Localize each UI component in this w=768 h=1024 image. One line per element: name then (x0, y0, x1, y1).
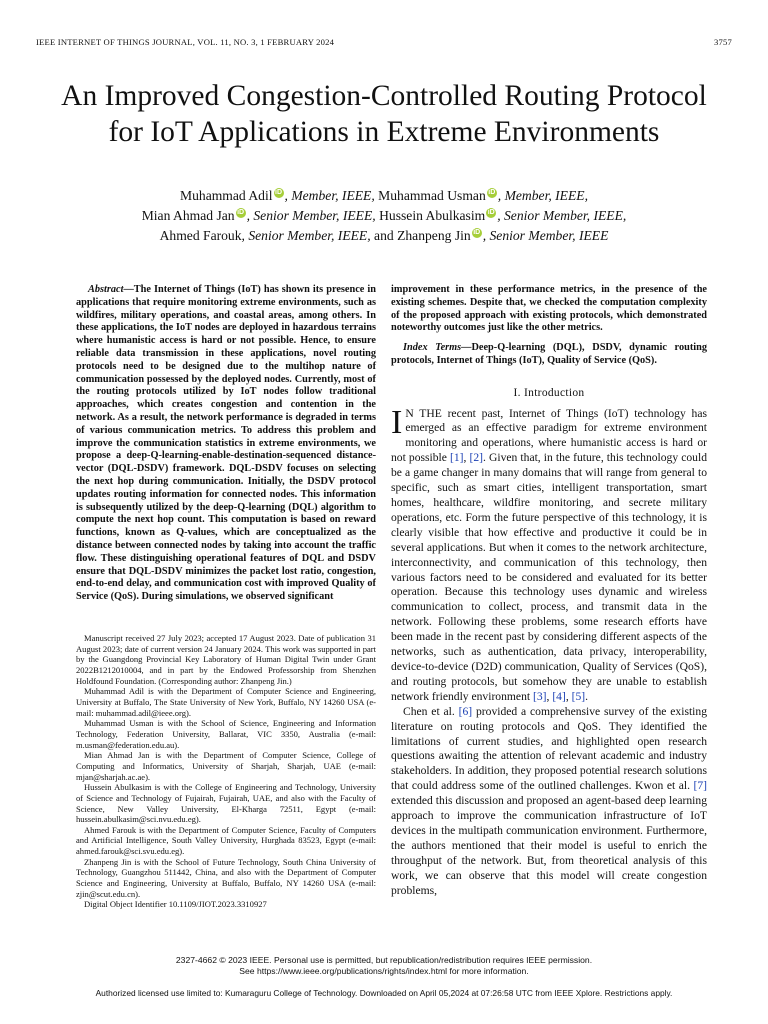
abstract-text: —The Internet of Things (IoT) has shown its presence in applications that require monitoring extreme environments, such as wildfires, military operations, and coastal areas, among others. In these applications, the IoT nodes are deployed in hazardous terrains where humanistic access is hard or not possible. Hence, to ensure reliable data transmission in these applications, novel routing protocols need to be designed due to the multihop nature of communication possessed by the deployed nodes. Currently, most of the routing protocols utilized by IoT nodes follow traditional approaches, which creates congestion and contention in the network. As a result, the network performance is degraded in terms of various communication metrics. To address this problem and improve the communication statistics in extreme environments, we propose a deep-Q-learning-enable-destination-sequenced distance-vector (DQL-DSDV) framework. DQL-DSDV focuses on selecting the next hop during communication. Initially, the DSDV protocol updates routing information for connected nodes. This information is subsequently utilized by the deep-Q-learning (DQL) algorithm to compute the next hop count. This computation is based on reward functions, known as Q-values, which are conceptualized as the distance between connected nodes by taking into account the traffic flow. These distinguishing operational features of DQL and DSDV ensure that DQL-DSDV minimizes the packet lost ratio, congestion, end-to-end delay, and communication cost with improved Quality of Service (QoS). During simulations, we observed significant (76, 284, 376, 603)
citation-link[interactable]: [6] (458, 704, 473, 718)
manuscript-note: Manuscript received 27 July 2023; accepted 17 August 2023. Date of publication 31 August 2023; date of current version 24 January 2024. This work was supported in part by the Guangdong Provincial Key Laboratory of Human Digital Twin under Grant 2022B1212010004, and in part by the Endowed Professorship from Shenzhen Holdfound Foundation. (Corresponding author: Zhanpeng Jin.) (76, 633, 376, 686)
author-name: Ahmed Farouk (159, 228, 242, 243)
page-number: 3757 (714, 37, 732, 47)
journal-name: IEEE INTERNET OF THINGS JOURNAL, VOL. 11, NO. 3, 1 FEBRUARY 2024 (36, 37, 335, 47)
author-role: , Member, IEEE, (284, 188, 375, 203)
author-list (36, 186, 732, 246)
doi-note: Digital Object Identifier 10.1109/JIOT.2023.3310927 (84, 899, 267, 910)
copyright-footer (36, 955, 732, 977)
abstract (76, 284, 376, 604)
author-name: and Zhanpeng Jin (370, 228, 471, 243)
citation-link[interactable]: [7] (693, 779, 707, 793)
affiliation-note: Muhammad Adil is with the Department of Computer Science and Engineering, University at Buffalo, The State University of New York, Buffalo, NY 14260 USA (e-mail: muhammad.adil@ieee.org). (76, 686, 376, 718)
author-line-1 (36, 186, 732, 206)
intro-text: Chen et al. (403, 704, 459, 718)
section-heading: I. Introduction (513, 386, 585, 399)
citation-link[interactable]: [4] (552, 689, 566, 703)
author-role: , Senior Member, IEEE, (246, 208, 376, 223)
footnotes (76, 633, 376, 910)
abstract-continued: improvement in these performance metrics, in the presence of the existing schemes. Despite that, we checked the computation complexity of the proposed approach with existing protocols, which demonstrated noteworthy outcomes just like the other metrics. (391, 284, 707, 334)
author-line-3 (36, 226, 732, 246)
author-role: , Member, IEEE, (497, 188, 588, 203)
author-role: , Senior Member, IEEE, (497, 208, 627, 223)
affiliation-note: Zhanpeng Jin is with the School of Future Technology, South China University of Technology, Guangzhou 511442, China, and also with the Department of Computer Science and Engineering, University at Buffalo, Buffalo, NY 14260 USA (e-mail: zjin@scut.edu.cn). (76, 856, 376, 899)
orcid-icon[interactable]: iD (487, 209, 495, 216)
author-name: Mian Ahmad Jan (141, 208, 235, 223)
author-name: Muhammad Adil (180, 188, 273, 203)
citation-link[interactable]: [1] (449, 451, 464, 465)
intro-text: extended this discussion and proposed an agent-based deep learning approach to improve the communication infrastructure of IoT devices in the multipath communication environment. Furthermore, the authors mentioned that their model is useful to enrich the throughput of the network. But, from theoretical analysis of this work, we can observe that this model will create congestion problems, (391, 794, 707, 897)
intro-text: , (463, 451, 470, 465)
orcid-icon[interactable]: iD (488, 189, 496, 196)
drop-cap: I (391, 403, 403, 441)
running-header (36, 37, 732, 49)
right-column (391, 284, 707, 898)
orcid-icon[interactable]: iD (237, 209, 245, 216)
author-name: Hussein Abulkasim (375, 208, 486, 223)
abstract-label: Abstract (88, 284, 124, 295)
rights-link[interactable]: See https://www.ieee.org/publications/rights/index.html for more information. (239, 966, 529, 976)
index-terms-label: Index Terms (403, 342, 462, 354)
author-line-2 (36, 206, 732, 226)
paper-title: An Improved Congestion-Controlled Routing Protocol for IoT Applications in Extreme Environments (61, 80, 707, 148)
citation-link[interactable]: [2] (469, 451, 484, 465)
citation-link[interactable]: [3] (532, 689, 547, 703)
intro-body: I N THE recent past, Internet of Things (IoT) technology has emerged as an effective paradigm for extreme environment monitoring and operations, where humanistic access is hard or not possible [1], [2]. Given that, in the future, this technology could be a game changer in many domains that will range from general to specific, such as smart cities, intelligent transportation, smart homes, healthcare, wildfire monitoring, and secrete military operations, etc. Form the future perspective of this technology, it is clearly visible that how effective and productive it could be in several applications. But when it comes to the network architecture, interconnectivity, and communication of this technology, then various factors need to be considered and evaluated for its better operation. Because this technology uses dynamic and wireless communication to collect, process, and transmit data in the network. Following these problems, some research efforts have been made in the recent past by considering different aspects of the networks, such as authentication, data privacy, interoperability, device-to-device (D2D) communication, Quality of Services (QoS), and routing protocols, but somehow they are unable to establish network friendly environment [3], [4], [5]. Chen et al. [6] provided a comprehensive survey of the existing literature on routing protocols and QoS. They identified the limitations of current studies, and highlighted open research questions awaiting the attention of relevant academic and industry stakeholders. In addition, they proposed potential research solutions that could address some of the outlined challenges. Kwon et al. [7] extended this discussion and proposed an agent-based deep learning approach to improve the communication infrastructure of IoT devices in the multipath communication environment. Furthermore, the authors mentioned that their model is useful to enrich the throughput of the network. But, from theoretical analysis of this work, we can observe that this model will create congestion problems, (391, 403, 707, 897)
intro-text: provided a comprehensive survey of the existing literature on routing protocols and QoS. They identified the limitations of current studies, and highlighted open research questions awaiting the attention of relevant academic and industry stakeholders. In addition, they proposed potential research solutions that could address some of the outlined challenges. Kwon et al. (391, 704, 707, 793)
affiliation-note: Mian Ahmad Jan is with the Department of Computer Science, College of Computing and Informatics, University of Sharjah, Sharjah, UAE (e-mail: mjan@sharjah.ac.ae). (76, 750, 376, 782)
author-name: Muhammad Usman (374, 188, 486, 203)
citation-link[interactable]: [5] (571, 689, 586, 703)
author-role: , Senior Member, IEEE (482, 228, 609, 243)
intro-text: . Given that, in the future, this technology could be a game changer in many domains that will range from general to specific, such as smart cities, intelligent transportation, smart homes, healthcare, wildfire monitoring, and secrete military operations, etc. Form the future perspective of this technology, it is clearly visible that how effective and productive it could be in several applications. But when it comes to the network architecture, interconnectivity, and communication of this technology, then various factors need to be considered and evaluated for its better operation. Because this technology uses dynamic and wireless communication to collect, process, and transmit data in the network. Following these problems, some research efforts have been made in the recent past by considering different aspects of the networks, such as authentication, data privacy, interoperability, device-to-device (D2D) communication, Quality of Services (QoS), and routing protocols, but somehow they are unable to establish network friendly environment (391, 451, 707, 703)
orcid-icon[interactable]: iD (473, 229, 481, 236)
affiliation-note: Muhammad Usman is with the School of Science, Engineering and Information Technology, Federation University, Ballarat, VIC 3350, Australia (e-mail: m.usman@federation.edu.au). (76, 718, 376, 750)
author-role: , Senior Member, IEEE, (241, 228, 371, 243)
copyright-line: 2327-4662 © 2023 IEEE. Personal use is permitted, but republication/redistribution requires IEEE permission. (175, 955, 593, 965)
affiliation-note: Ahmed Farouk is with the Department of Computer Science, Faculty of Computers and Artificial Intelligence, South Valley University, Hurghada 83523, Egypt (e-mail: ahmed.farouk@sci.svu.edu.eg). (76, 824, 376, 857)
intro-text: N THE recent past, Internet of Things (IoT) technology has emerged as an effective paradigm for extreme environment monitoring and operations, where humanistic access is hard or not possible (391, 406, 707, 465)
orcid-icon[interactable]: iD (275, 189, 283, 196)
index-terms-text: —Deep-Q-learning (DQL), DSDV, dynamic routing protocols, Internet of Things (IoT), Quality of Service (QoS). (391, 342, 707, 366)
affiliation-note: Hussein Abulkasim is with the College of Engineering and Technology, University of Science and Technology of Fujairah, Fujairah, UAE, and also with the Faculty of Science, New Valley University, El-Kharga 72511, Egypt (e-mail: hussein.abulkasim@sci.nvu.edu.eg). (76, 782, 376, 825)
license-notice: Authorized licensed use limited to: Kumaraguru College of Technology. Downloaded on April 05,2024 at 07:26:58 UTC from IEEE Xplore. Restrictions apply. (95, 988, 673, 998)
